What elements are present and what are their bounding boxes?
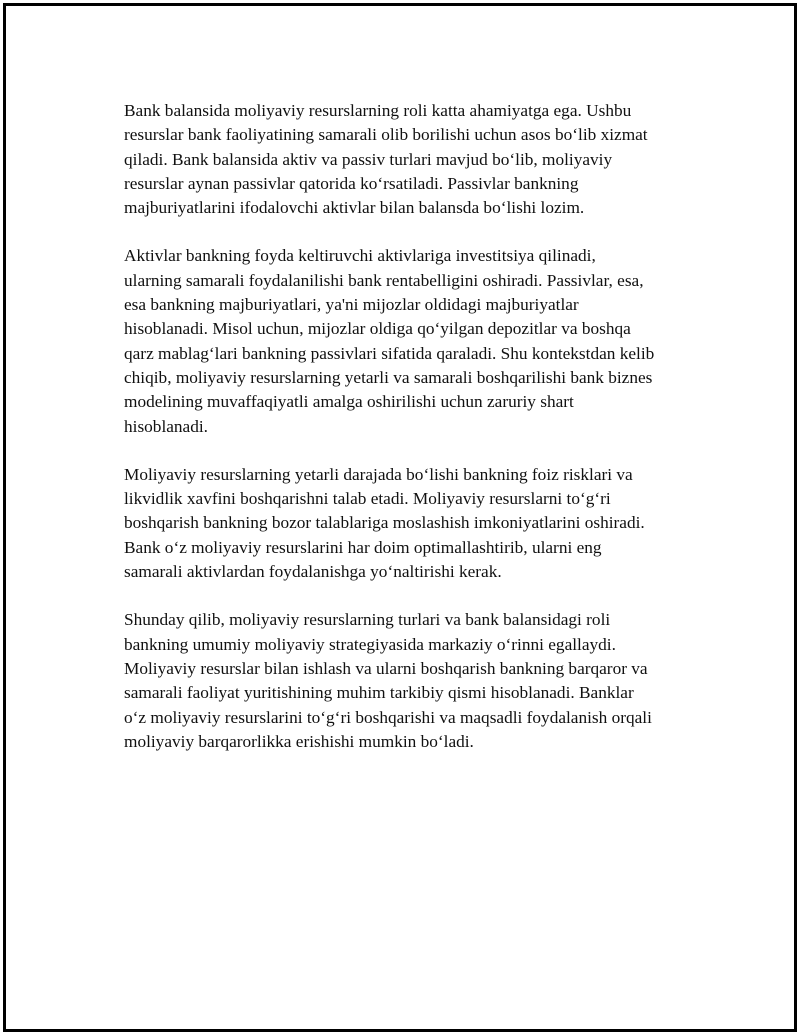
text-line: majburiyatlarini ifodalovchi aktivlar bilan balansda bo‘lishi lozim. (124, 198, 585, 218)
paragraph-4 (124, 608, 704, 754)
text-line: qiladi. Bank balansida aktiv va passiv turlari mavjud bo‘lib, moliyaviy (124, 149, 613, 169)
text-line: Bank balansida moliyaviy resurslarning roli katta ahamiyatga ega. Ushbu (124, 101, 632, 120)
text-line: Shunday qilib, moliyaviy resurslarning turlari va bank balansidagi roli (124, 610, 611, 630)
text-line: esa bankning majburiyatlari, ya'ni mijozlar oldidagi majburiyatlar (124, 295, 579, 315)
text-line: Aktivlar bankning foyda keltiruvchi aktivlariga investitsiya qilinadi, (124, 246, 596, 266)
page-frame (3, 3, 797, 1032)
text-line: modelining muvaffaqiyatli amalga oshirilishi uchun zaruriy shart (124, 392, 574, 412)
text-line: Moliyaviy resurslarning yetarli darajada bo‘lishi bankning foiz risklari va (124, 464, 633, 484)
paragraph-2 (124, 244, 704, 438)
document-body (124, 99, 704, 778)
text-line: qarz mablag‘lari bankning passivlari sifatida qaraladi. Shu kontekstdan kelib (124, 343, 655, 363)
text-line: resurslar bank faoliyatining samarali olib borilishi uchun asos bo‘lib xizmat (124, 125, 648, 145)
text-line: Moliyaviy resurslar bilan ishlash va ularni boshqarish bankning barqaror va (124, 658, 648, 678)
paragraph-1 (124, 99, 704, 220)
text-line: o‘z moliyaviy resurslarini to‘g‘ri boshqarishi va maqsadli foydalanish orqali (124, 707, 652, 727)
text-line: moliyaviy barqarorlikka erishishi mumkin bo‘ladi. (124, 731, 474, 751)
text-line: bankning umumiy moliyaviy strategiyasida markaziy o‘rinni egallaydi. (124, 634, 616, 654)
text-line: boshqarish bankning bozor talablariga moslashish imkoniyatlarini oshiradi. (124, 513, 645, 533)
text-line: samarali aktivlardan foydalanishga yo‘naltirishi kerak. (124, 562, 502, 582)
text-line: ularning samarali foydalanilishi bank rentabelligini oshiradi. Passivlar, esa, (124, 270, 644, 290)
text-line: samarali faoliyat yuritishining muhim tarkibiy qismi hisoblanadi. Banklar (124, 683, 634, 703)
text-line: resurslar aynan passivlar qatorida ko‘rsatiladi. Passivlar bankning (124, 173, 579, 193)
text-line: chiqib, moliyaviy resurslarning yetarli va samarali boshqarilishi bank biznes (124, 367, 653, 387)
text-line: likvidlik xavfini boshqarishni talab etadi. Moliyaviy resurslarni to‘g‘ri (124, 489, 611, 509)
text-line: Bank o‘z moliyaviy resurslarini har doim optimallashtirib, ularni eng (124, 537, 602, 557)
paragraph-3 (124, 463, 704, 584)
text-line: hisoblanadi. Misol uchun, mijozlar oldiga qo‘yilgan depozitlar va boshqa (124, 319, 631, 339)
text-line: hisoblanadi. (124, 416, 208, 436)
